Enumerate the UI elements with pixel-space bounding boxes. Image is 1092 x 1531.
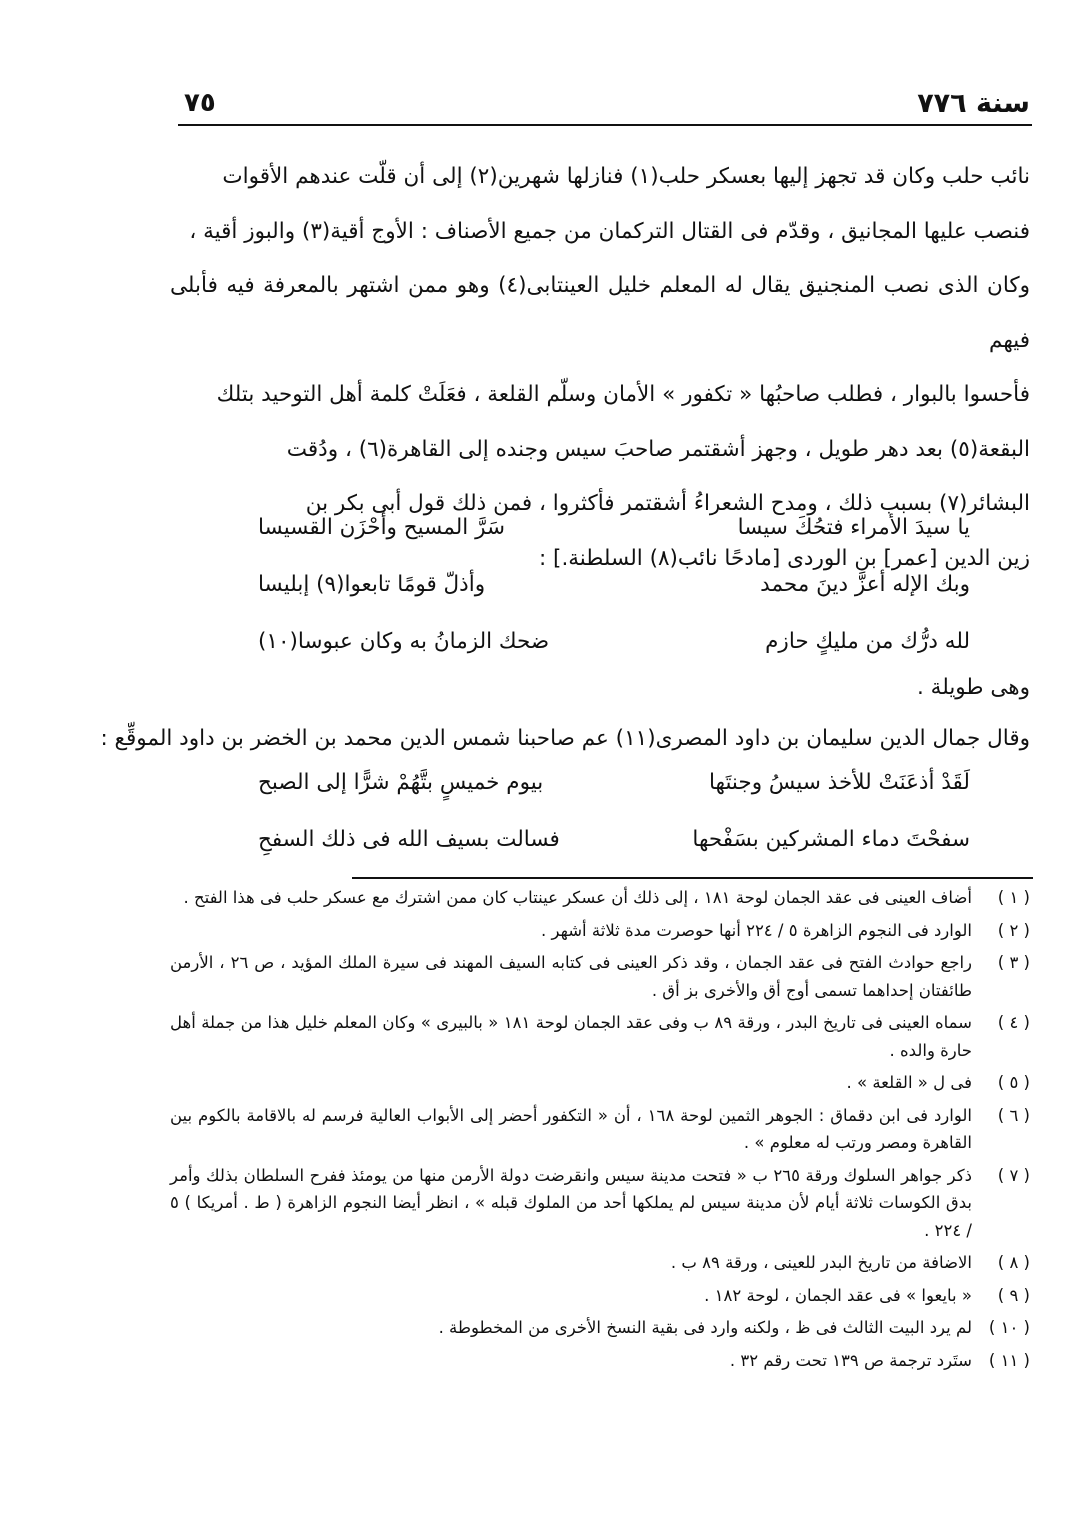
poem-end-note: وهى طويلة . <box>917 675 1030 700</box>
verse-first-hemistich: وبك الإله أعزَّ دينَ محمد <box>760 572 970 597</box>
text-line: وكان الذى نصب المنجنيق يقال له المعلم خليل العينتابى(٤) وهو ممن اشتهر بالمعرفة فيه فأبلى فيهم <box>170 273 1030 353</box>
running-header <box>178 88 1032 126</box>
text-line: فنصب عليها المجانيق ، وقدّم فى القتال التركمان من جميع الأصناف : الأوج أقية(٣) والبوز أقية ، <box>189 218 1030 244</box>
footnote <box>170 1314 1030 1342</box>
footnote-number: ( ٩ ) <box>997 1285 1030 1305</box>
verse-second-hemistich: بيوم خميسٍ بتَّهُمْ شرًّا إلى الصبح <box>258 770 544 795</box>
poem-2 <box>258 770 970 884</box>
footnotes <box>170 884 1030 1379</box>
footnote-text: راجع حوادث الفتح فى عقد الجمان ، وقد ذكر العينى فى كتابه السيف المهند فى سيرة الملك المؤيد ، ص ٢٦ ، الأرمن طائفتان إحداهما تسمى أوج أق والأخرى بز أق . <box>170 953 972 1000</box>
footnote-text: « بايعوا » فى عقد الجمان ، لوحة ١٨٢ . <box>704 1285 972 1305</box>
verse-first-hemistich: لَقَدْ أذعَنَتْ للأخذ سيسُ وجنتَها <box>708 770 970 795</box>
footnote-number: ( ٢ ) <box>997 920 1030 940</box>
text-line: نائب حلب وكان قد تجهز إليها بعسكر حلب(١) فنازلها شهرين(٢) إلى أن قلّت عندهم الأقوات <box>222 164 1030 189</box>
footnote <box>170 1102 1030 1157</box>
footnote <box>170 1282 1030 1310</box>
footnote-text: فى ل « القلعة » . <box>846 1073 972 1092</box>
poem-verse <box>258 770 970 827</box>
poem-verse <box>258 827 970 884</box>
text-line: البشائر(٧) بسبب ذلك ، ومدح الشعراءُ أشقتمر فأكثروا ، فمن ذلك قول أبى بكر بن <box>305 491 1030 516</box>
footnote <box>170 1069 1030 1097</box>
footnote-text: ستَرد ترجمة ص ١٣٩ تحت رقم ٣٢ . <box>729 1350 972 1370</box>
footnote <box>170 884 1030 912</box>
footnote-number: ( ٦ ) <box>997 1105 1030 1125</box>
footnote <box>170 1162 1030 1245</box>
header-rule <box>178 124 1032 126</box>
verse-second-hemistich: سَرَّ المسيح وأحْزَن القسيسا <box>258 515 505 540</box>
verse-first-hemistich: سفحْتَ دماء المشركين بسَفْحها <box>692 827 970 852</box>
text-line: زين الدين [عمر] بن الوردى [مادحًا نائب(٨) السلطنة.] : <box>538 545 1030 571</box>
footnote-number: ( ١ ) <box>997 888 1030 907</box>
footnote <box>170 1249 1030 1277</box>
footnote <box>170 949 1030 1004</box>
footnote-rule <box>352 877 1033 879</box>
footnote-text: لم يرد البيت الثالث فى ظ ، ولكنه وارد فى بقية النسخ الأخرى من المخطوطة . <box>438 1318 972 1337</box>
footnote-number: ( ٥ ) <box>997 1073 1030 1092</box>
poem-2-intro: وقال جمال الدين سليمان بن داود المصرى(١١) عم صاحبنا شمس الدين محمد بن الخضر بن داود الموقِّع : <box>100 726 1030 751</box>
footnote-number: ( ٨ ) <box>997 1253 1030 1272</box>
text-line: البقعة(٥) بعد دهر طويل ، وجهز أشقتمر صاحبَ سيس وجنده إلى القاهرة(٦) ، ودُقت <box>286 436 1030 462</box>
footnote-text: أضاف العينى فى عقد الجمان لوحة ١٨١ ، إلى ذلك أن عسكر عينتاب كان ممن اشترك مع عسكر حلب فى هذا الفتح . <box>183 888 972 907</box>
poem-1 <box>258 515 970 686</box>
text-line: فأحسوا بالبوار ، فطلب صاحبُها « تكفور » الأمان وسلّم القلعة ، فعَلَتْ كلمة أهل التوحيد بتلك <box>216 382 1030 407</box>
footnote-number: ( ١١ ) <box>988 1350 1030 1370</box>
footnote-text: الاضافة من تاريخ البدر للعينى ، ورقة ٨٩ ب . <box>670 1253 972 1272</box>
footnote-number: ( ٧ ) <box>997 1165 1030 1185</box>
verse-second-hemistich: فسالت بسيف الله فى ذلك السفحِ <box>258 827 560 852</box>
poem-verse <box>258 515 970 572</box>
verse-first-hemistich: لله درُّك من مليكٍ حازم <box>765 629 970 654</box>
footnote-text: ذكر جواهر السلوك ورقة ٢٦٥ ب « فتحت مدينة سيس وانقرضت دولة الأرمن منها من يومئذ ففرح السلطان بذلك وأمر بدق الكوسات ثلاثة أيام لأن مدينة سيس لم يملكها أحد من الملوك قبله » ، انظر أيضا النجوم الزاهرة ( ط . أمريكا ) ٥ / ٢٢٤ . <box>170 1165 972 1240</box>
verse-first-hemistich: يا سيدَ الأمراء فتحُكَ سيسا <box>737 515 970 540</box>
header-year-title: سنة ٧٧٦ <box>917 88 1030 119</box>
page-number: ٧٥ <box>184 88 216 118</box>
footnote <box>170 917 1030 945</box>
footnote-text: سماه العينى فى تاريخ البدر ، ورقة ٨٩ ب وفى عقد الجمان لوحة ١٨١ « بالبيرى » وكان المعلم خليل هذا من جملة أهل حارة والده . <box>170 1013 972 1060</box>
footnote <box>170 1009 1030 1064</box>
poem-verse <box>258 629 970 686</box>
footnote-text: الوارد فى النجوم الزاهرة ٥ / ٢٢٤ أنها حوصرت مدة ثلاثة أشهر . <box>541 920 972 940</box>
verse-second-hemistich: وأذلّ قومًا تابعوا(٩) إبليسا <box>258 572 486 597</box>
footnote-number: ( ٣ ) <box>997 953 1030 972</box>
footnote-number: ( ٤ ) <box>997 1013 1030 1032</box>
footnote <box>170 1347 1030 1375</box>
footnote-number: ( ١٠ ) <box>988 1318 1030 1337</box>
poem-verse <box>258 572 970 629</box>
footnote-text: الوارد فى ابن دقماق : الجوهر الثمين لوحة ١٦٨ ، أن « التكفور أحضر إلى الأبواب العالية فرسم له بالاقامة بالكوم بين القاهرة ومصر ورتب له معلوم » . <box>170 1105 972 1152</box>
verse-second-hemistich: ضحك الزمانُ به وكان عبوسا(١٠) <box>258 629 550 654</box>
